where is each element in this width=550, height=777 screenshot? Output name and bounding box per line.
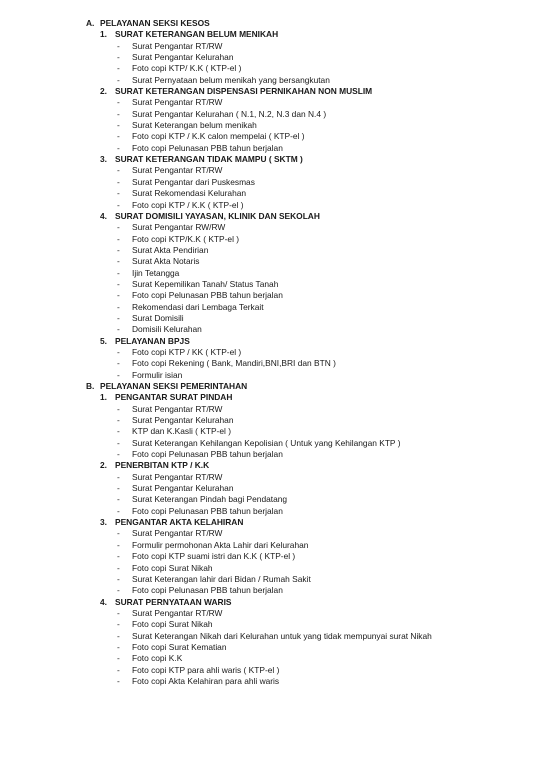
requirement-item-text: Surat Akta Pendirian [132,244,209,255]
section-heading-text: PELAYANAN SEKSI PEMERINTAHAN [100,381,248,391]
requirement-item-text: Surat Keterangan lahir dari Bidan / Rumah Sakit [132,573,311,584]
subsection-heading [0,336,550,347]
requirement-item-text: Foto copi KTP para ahli waris ( KTP-el ) [132,664,280,675]
subsection-heading-marker: 3. [100,517,107,528]
requirement-item-text: Foto copi Pelunasan PBB tahun berjalan [132,142,283,153]
requirement-item [0,120,550,131]
requirement-item-marker: - [117,415,120,426]
requirement-item-text: Foto copi Pelunasan PBB tahun berjalan [132,505,283,516]
requirement-item-text: Foto copi KTP suami istri dan K.K ( KTP-el ) [132,551,296,562]
requirement-item [0,302,550,313]
subsection-heading-marker: 1. [100,392,107,403]
requirement-item-text: Surat Pengantar RT/RW [132,97,223,108]
requirement-item-marker: - [117,63,120,74]
requirement-item-marker: - [117,142,120,153]
requirement-item-text: Foto copi KTP/K.K ( KTP-el ) [132,233,240,244]
requirement-item-marker: - [117,131,120,142]
requirement-item-marker: - [117,494,120,505]
requirement-item-text: Foto copi Surat Nikah [132,562,213,573]
requirement-item-marker: - [117,97,120,108]
requirement-item [0,200,550,211]
requirement-item [0,528,550,539]
requirement-item-marker: - [117,233,120,244]
requirement-item-text: Surat Pengantar dari Puskesmas [132,176,255,187]
requirement-item-text: Ijin Tetangga [132,267,180,278]
requirement-item [0,665,550,676]
requirement-item [0,290,550,301]
section-heading-text: PELAYANAN SEKSI KESOS [100,18,210,28]
requirement-item-text: KTP dan K.Kasli ( KTP-el ) [132,426,231,437]
subsection-heading [0,392,550,403]
requirement-item-text: Surat Pernyataan belum menikah yang bersangkutan [132,74,330,85]
requirement-item [0,313,550,324]
subsection-heading [0,597,550,608]
requirement-item-text: Surat Rekomendasi Kelurahan [132,188,247,199]
requirement-item [0,52,550,63]
requirement-item-text: Surat Pengantar RT/RW [132,607,223,618]
subsection-heading [0,517,550,528]
requirement-item [0,619,550,630]
requirement-item [0,631,550,642]
requirement-item-marker: - [117,278,120,289]
requirement-item-text: Surat Akta Notaris [132,256,200,267]
requirement-item-marker: - [117,585,120,596]
requirement-item [0,63,550,74]
requirement-item-text: Surat Keterangan Kehilangan Kepolisian ( Untuk yang Kehilangan KTP ) [132,437,401,448]
requirement-item [0,676,550,687]
subsection-heading-marker: 2. [100,460,107,471]
requirement-item [0,165,550,176]
subsection-heading [0,29,550,40]
requirement-item-text: Surat Pengantar Kelurahan [132,415,234,426]
requirement-item [0,574,550,585]
requirement-item [0,75,550,86]
section-heading [0,381,550,392]
requirement-item [0,222,550,233]
requirement-item-marker: - [117,108,120,119]
requirement-item [0,324,550,335]
requirement-item-text: Foto copi Pelunasan PBB tahun berjalan [132,585,283,596]
requirement-item-marker: - [117,528,120,539]
requirement-item-text: Surat Pengantar Kelurahan ( N.1, N.2, N.3 dan N.4 ) [132,108,327,119]
requirement-item-marker: - [117,664,120,675]
requirement-item-text: Domisili Kelurahan [132,324,202,335]
subsection-heading [0,211,550,222]
requirement-item-marker: - [117,165,120,176]
subsection-heading-text: SURAT KETERANGAN BELUM MENIKAH [115,29,279,40]
requirement-item-text: Surat Pengantar RT/RW [132,40,223,51]
requirement-item-marker: - [117,539,120,550]
requirement-item [0,404,550,415]
requirement-item-marker: - [117,290,120,301]
subsection-heading-text: SURAT DOMISILI YAYASAN, KLINIK DAN SEKOLAH [115,210,320,221]
requirement-item-marker: - [117,607,120,618]
requirement-item [0,109,550,120]
requirement-item-text: Foto copi KTP/ K.K ( KTP-el ) [132,63,242,74]
requirement-item-text: Foto copi Surat Nikah [132,619,213,630]
requirement-item-text: Foto copi K.K [132,653,183,664]
requirement-item-marker: - [117,437,120,448]
subsection-heading-marker: 5. [100,335,107,346]
subsection-heading-text: PELAYANAN BPJS [115,335,190,346]
requirement-item-text: Surat Pengantar RW/RW [132,222,226,233]
requirement-item-marker: - [117,244,120,255]
requirement-item-marker: - [117,551,120,562]
requirement-item-marker: - [117,619,120,630]
requirement-item-marker: - [117,641,120,652]
requirement-item [0,358,550,369]
requirement-item-text: Surat Keterangan Pindah bagi Pendatang [132,494,288,505]
section-heading-marker: A. [86,18,95,28]
requirement-item-marker: - [117,199,120,210]
requirement-item [0,551,550,562]
section-heading [0,18,550,29]
subsection-heading [0,460,550,471]
requirement-item-marker: - [117,358,120,369]
requirement-item-marker: - [117,324,120,335]
subsection-heading-text: PENGANTAR SURAT PINDAH [115,392,233,403]
requirement-item-marker: - [117,40,120,51]
requirement-item-marker: - [117,188,120,199]
requirement-item-text: Surat Keterangan Nikah dari Kelurahan untuk yang tidak mempunyai surat Nikah [132,630,432,641]
requirement-item [0,256,550,267]
requirement-item [0,506,550,517]
requirement-item-marker: - [117,369,120,380]
requirement-item [0,188,550,199]
requirement-item-marker: - [117,562,120,573]
requirement-item [0,234,550,245]
requirement-item [0,41,550,52]
requirement-item-marker: - [117,483,120,494]
requirement-item-text: Foto copi KTP / KK ( KTP-el ) [132,346,242,357]
subsection-heading-text: SURAT PERNYATAAN WARIS [115,596,232,607]
requirement-item-text: Formulir permohonan Akta Lahir dari Kelurahan [132,539,309,550]
requirement-item-marker: - [117,120,120,131]
requirement-item-marker: - [117,403,120,414]
section-heading-marker: B. [86,381,95,391]
requirement-item-marker: - [117,653,120,664]
requirement-item [0,279,550,290]
requirement-item-marker: - [117,573,120,584]
requirement-item [0,563,550,574]
requirement-item-text: Surat Pengantar RT/RW [132,165,223,176]
requirement-item [0,245,550,256]
subsection-heading-text: PENERBITAN KTP / K.K [115,460,210,471]
requirement-item [0,494,550,505]
subsection-heading [0,154,550,165]
requirement-item [0,438,550,449]
subsection-heading-marker: 4. [100,210,107,221]
subsection-heading-marker: 2. [100,86,107,97]
requirement-item-text: Surat Keterangan belum menikah [132,120,257,131]
requirement-item-text: Surat Pengantar Kelurahan [132,483,234,494]
requirement-item [0,370,550,381]
requirement-item-text: Foto copi Akta Kelahiran para ahli waris [132,675,280,686]
requirement-item-text: Formulir isian [132,369,183,380]
requirement-item-text: Surat Domisili [132,312,184,323]
requirement-item [0,426,550,437]
requirement-item [0,97,550,108]
requirement-item-marker: - [117,256,120,267]
requirement-item-text: Foto copi KTP / K.K ( KTP-el ) [132,199,244,210]
requirement-item [0,608,550,619]
requirement-item-text: Foto copi Rekening ( Bank, Mandiri,BNI,BRI dan BTN ) [132,358,336,369]
requirement-item-text: Rekomendasi dari Lembaga Terkait [132,301,264,312]
requirement-item [0,472,550,483]
requirement-item [0,131,550,142]
requirement-item [0,415,550,426]
requirement-item-marker: - [117,267,120,278]
requirement-item [0,540,550,551]
requirement-item-text: Surat Pengantar Kelurahan [132,52,234,63]
subsection-heading-text: PENGANTAR AKTA KELAHIRAN [115,517,244,528]
requirement-item-marker: - [117,630,120,641]
subsection-heading-text: SURAT KETERANGAN DISPENSASI PERNIKAHAN NON MUSLIM [115,86,373,97]
requirement-item [0,483,550,494]
requirement-item [0,449,550,460]
requirement-item [0,585,550,596]
requirement-item-marker: - [117,346,120,357]
requirement-item [0,347,550,358]
requirement-item-marker: - [117,176,120,187]
requirement-item-marker: - [117,426,120,437]
requirement-item [0,177,550,188]
subsection-heading-marker: 1. [100,29,107,40]
requirement-item-marker: - [117,312,120,323]
requirement-item-text: Surat Pengantar RT/RW [132,528,223,539]
requirement-item-text: Surat Kepemilikan Tanah/ Status Tanah [132,278,279,289]
requirement-item [0,268,550,279]
subsection-heading-text: SURAT KETERANGAN TIDAK MAMPU ( SKTM ) [115,154,303,165]
requirement-item [0,642,550,653]
requirement-item-marker: - [117,675,120,686]
requirement-item-marker: - [117,449,120,460]
requirement-item-marker: - [117,471,120,482]
requirement-item [0,143,550,154]
subsection-heading-marker: 4. [100,596,107,607]
subsection-heading-marker: 3. [100,154,107,165]
requirement-item-text: Foto copi Surat Kematian [132,641,227,652]
requirement-item-text: Surat Pengantar RT/RW [132,471,223,482]
requirement-item-text: Surat Pengantar RT/RW [132,403,223,414]
requirement-item [0,653,550,664]
requirement-item-text: Foto copi Pelunasan PBB tahun berjalan [132,290,283,301]
document-page [0,18,550,687]
requirement-item-marker: - [117,222,120,233]
requirement-item-marker: - [117,52,120,63]
requirement-item-text: Foto copi KTP / K.K calon mempelai ( KTP-el ) [132,131,305,142]
requirement-item-text: Foto copi Pelunasan PBB tahun berjalan [132,449,283,460]
subsection-heading [0,86,550,97]
requirement-item-marker: - [117,74,120,85]
requirement-item-marker: - [117,301,120,312]
requirement-item-marker: - [117,505,120,516]
